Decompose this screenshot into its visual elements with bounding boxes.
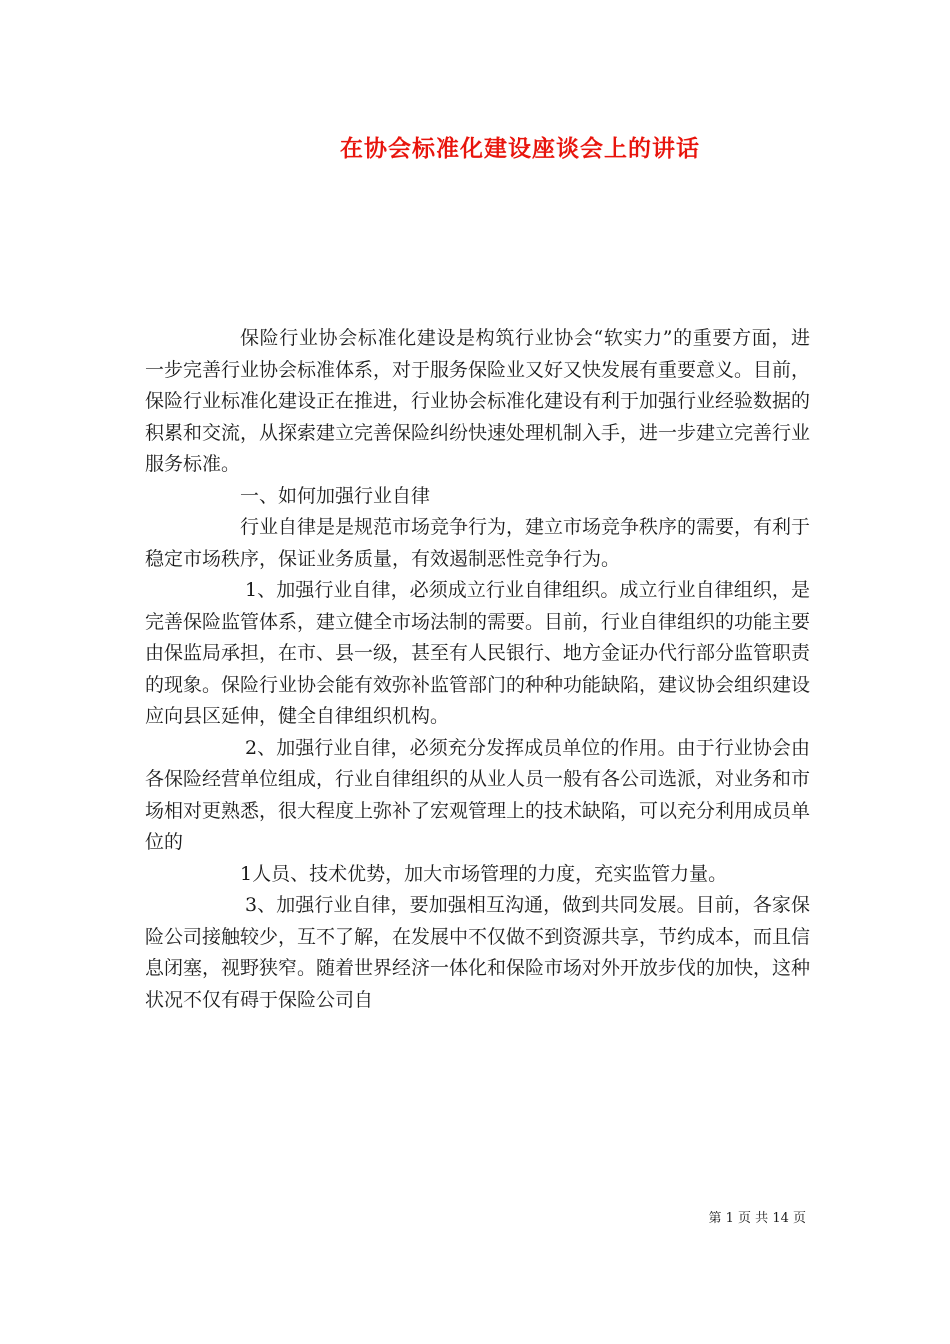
paragraph-self-discipline: 行业自律是是规范市场竞争行为，建立市场竞争秩序的需要，有利于稳定市场秩序，保证业务质量，有效遏制恶性竞争行为。 <box>145 516 811 570</box>
section-heading-1: 一、如何加强行业自律 <box>240 484 431 507</box>
paragraph-intro: 保险行业协会标准化建设是构筑行业协会“软实力”的重要方面，进一步完善行业协会标准体系，对于服务保险业又好又快发展有重要意义。目前，保险行业标准化建设正在推进，行业协会标准化建设有利于加强行业经验数据的积累和交流，从探索建立完善保险纠纷快速处理机制入手，进一步建立完善行业服务标准。 <box>145 327 811 475</box>
paragraph-point-3: 3、加强行业自律，要加强相互沟通，做到共同发展。目前，各家保险公司接触较少，互不了解，在发展中不仅做不到资源共享，节约成本，而且信息闭塞，视野狭窄。随着世界经济一体化和保险市场对外开放步伐的加快，这种状况不仅有碍于保险公司自 <box>145 894 811 1011</box>
document-title: 在协会标准化建设座谈会上的讲话 <box>340 135 700 162</box>
paragraph-point-2: 2、加强行业自律，必须充分发挥成员单位的作用。由于行业协会由各保险经营单位组成，行业自律组织的从业人员一般有各公司选派，对业务和市场相对更熟悉，很大程度上弥补了宏观管理上的技术缺陷，可以充分利用成员单位的 <box>145 736 811 853</box>
paragraph-point-1: 1、加强行业自律，必须成立行业自律组织。成立行业自律组织，是完善保险监管体系，建立健全市场法制的需要。目前，行业自律组织的功能主要由保监局承担，在市、县一级，甚至有人民银行、地方金证办代行部分监管职责的现象。保险行业协会能有效弥补监管部门的种种功能缺陷，建议协会组织建设应向县区延伸，健全自律组织机构。 <box>145 579 811 727</box>
page-number: 第 1 页 共 14 页 <box>708 1211 806 1226</box>
paragraph-continuation: 1人员、技术优势，加大市场管理的力度，充实监管力量。 <box>240 862 728 885</box>
document-body <box>145 323 810 1016</box>
